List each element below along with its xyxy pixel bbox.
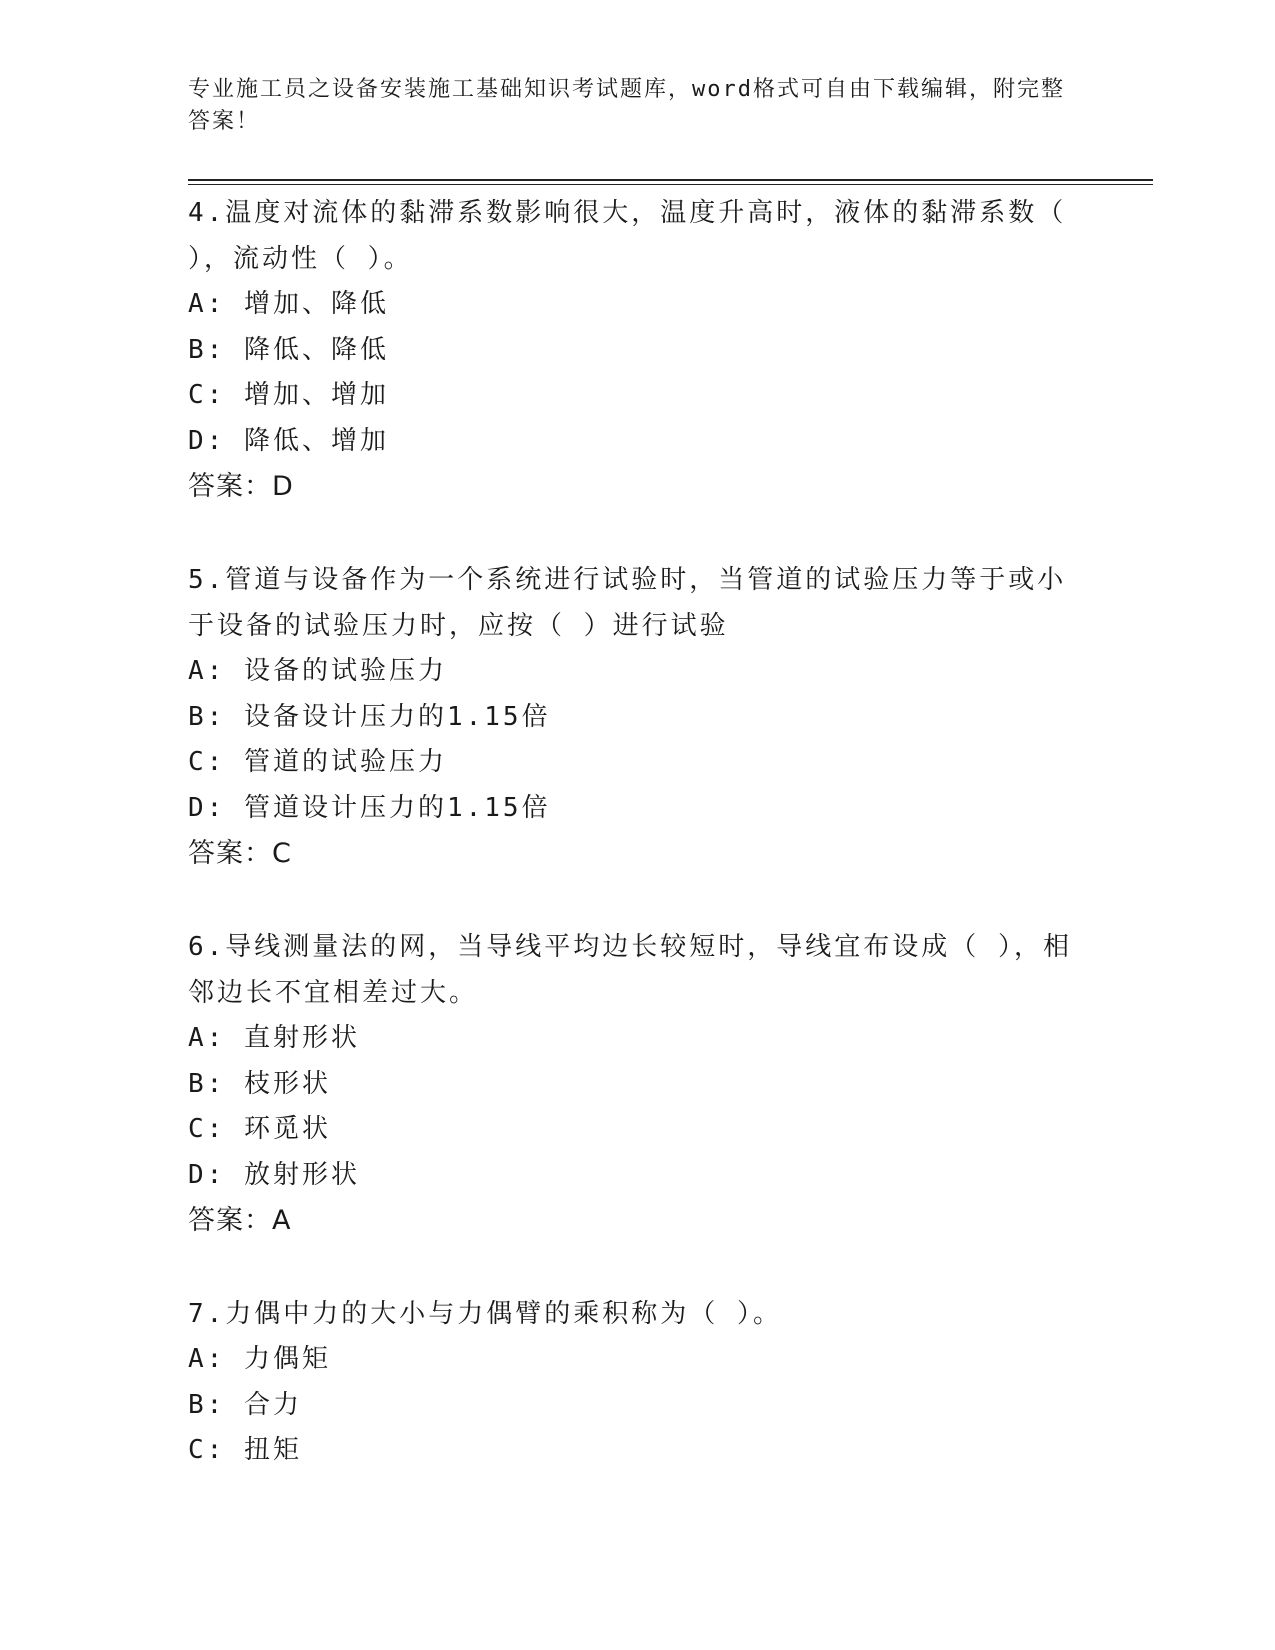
option-d: D: 放射形状 [188, 1159, 360, 1190]
option-d: D: 管道设计压力的1.15倍 [188, 792, 551, 823]
question-7 [188, 1291, 1088, 1474]
question-6 [188, 924, 1088, 1244]
answer: 答案：D [188, 471, 294, 502]
option-b: B: 合力 [188, 1389, 302, 1420]
option-c: C: 管道的试验压力 [188, 747, 447, 777]
option-b: B: 降低、降低 [188, 334, 389, 365]
question-text: 4.温度对流体的黏滞系数影响很大，温度升高时，液体的黏滞系数（ ），流动性（ ）。 [188, 198, 1067, 274]
option-b: B: 枝形状 [188, 1068, 331, 1099]
answer: 答案：A [188, 1205, 292, 1236]
question-list [188, 190, 1088, 1521]
question-text: 7.力偶中力的大小与力偶臂的乘积称为（ ）。 [188, 1299, 782, 1329]
option-a: A: 力偶矩 [188, 1344, 331, 1374]
header-rule-thick [188, 179, 1153, 181]
option-a: A: 直射形状 [188, 1023, 360, 1053]
question-text: 6.导线测量法的网，当导线平均边长较短时，导线宜布设成（ ），相邻边长不宜相差过大。 [188, 932, 1072, 1008]
question-text: 5.管道与设备作为一个系统进行试验时，当管道的试验压力等于或小于设备的试验压力时，应按（ ）进行试验 [188, 565, 1067, 641]
option-a: A: 增加、降低 [188, 289, 389, 319]
option-c: C: 增加、增加 [188, 380, 389, 410]
option-c: C: 环觅状 [188, 1114, 331, 1144]
document-header: 专业施工员之设备安装施工基础知识考试题库，word格式可自由下载编辑，附完整答案！ [188, 77, 1065, 134]
option-c: C: 扭矩 [188, 1435, 302, 1465]
option-b: B: 设备设计压力的1.15倍 [188, 701, 551, 732]
header-rule-thin [188, 184, 1153, 185]
question-5 [188, 557, 1088, 877]
question-4 [188, 190, 1088, 510]
option-a: A: 设备的试验压力 [188, 656, 447, 686]
answer: 答案：C [188, 838, 292, 869]
option-d: D: 降低、增加 [188, 425, 389, 456]
